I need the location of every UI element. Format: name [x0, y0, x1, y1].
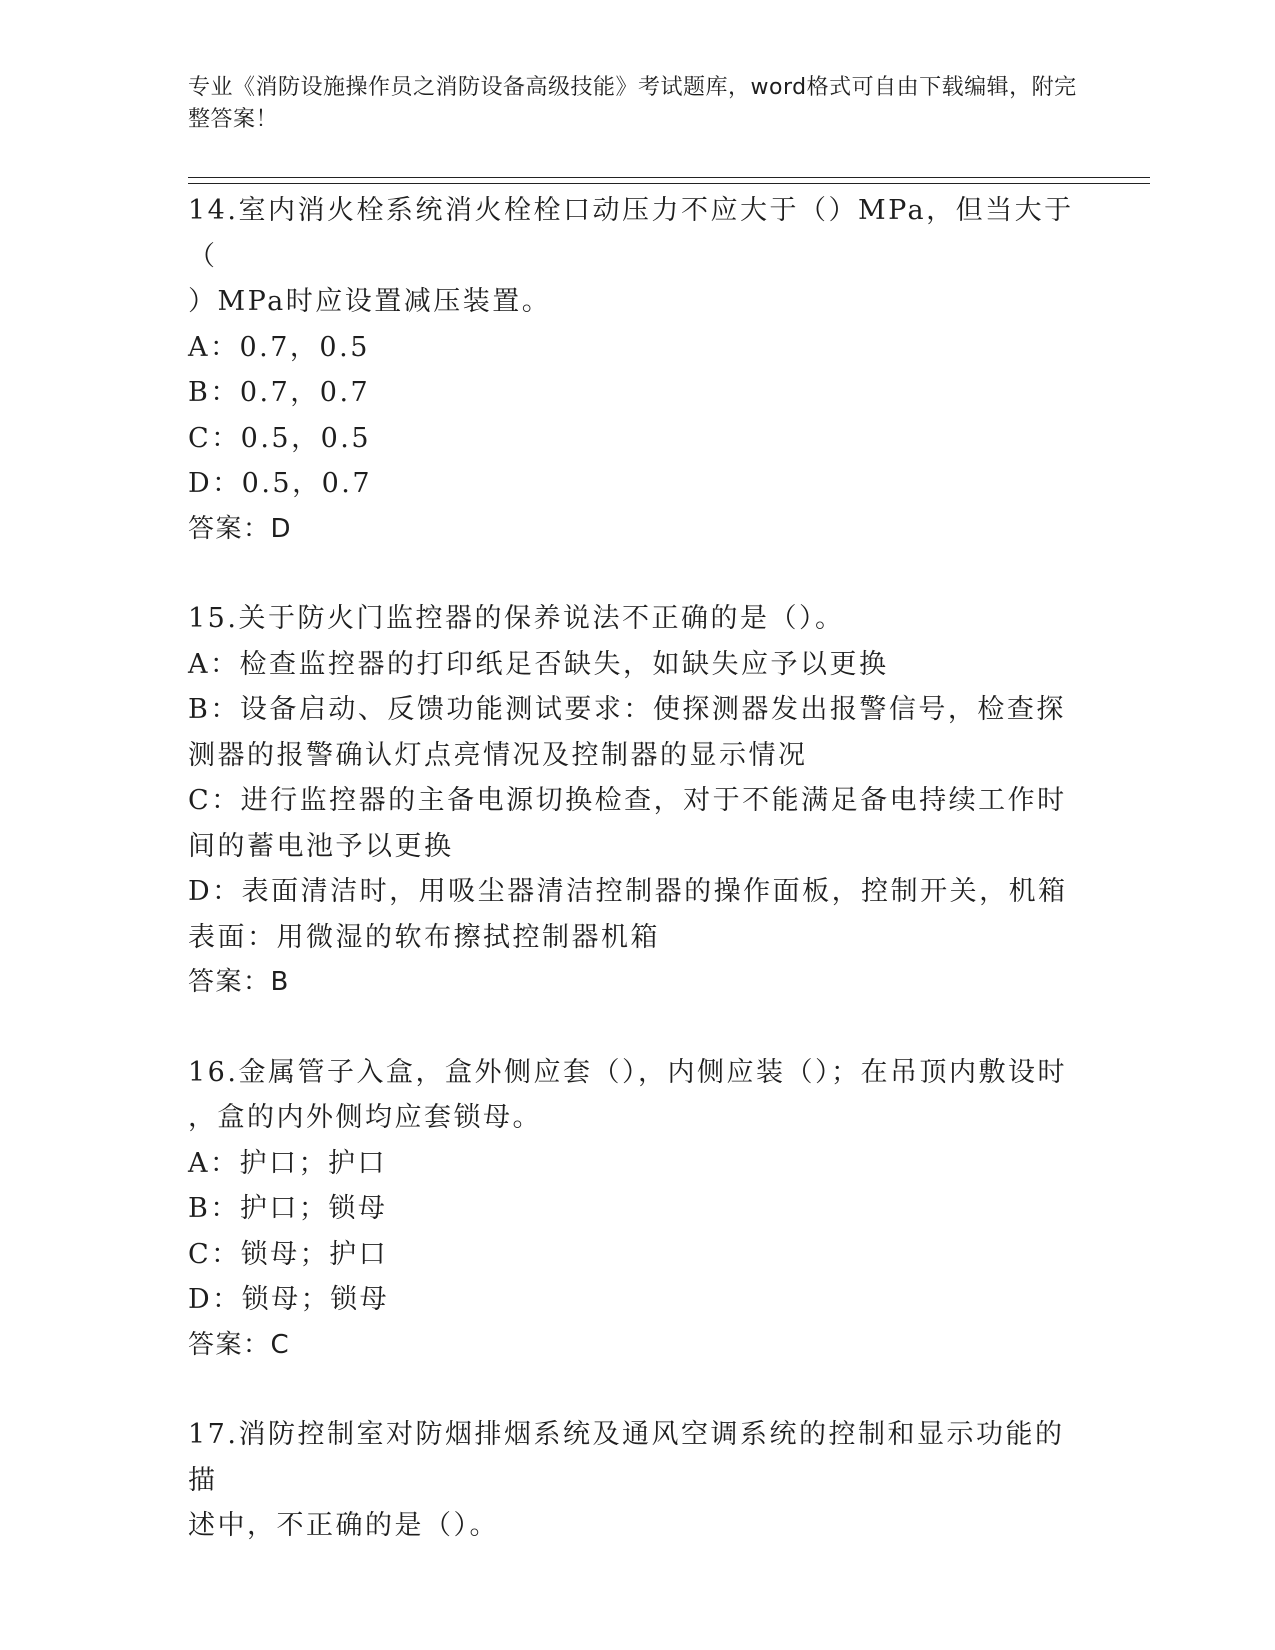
question-17 [188, 1412, 1078, 1549]
question-stem-line: ）MPa时应设置减压装置。 [188, 286, 552, 317]
question-stem-line: ，盒的内外侧均应套锁母。 [188, 1102, 542, 1133]
question-stem-line: 述中，不正确的是（）。 [188, 1510, 499, 1541]
question-stem-line: 16.金属管子入盒，盒外侧应套（），内侧应装（）；在吊顶内敷设时 [188, 1056, 1067, 1088]
option-c: C：锁母；护口 [188, 1238, 389, 1270]
answer-line: 答案：D [188, 513, 293, 544]
option-d: D：表面清洁时，用吸尘器清洁控制器的操作面板，控制开关，机箱表面：用微湿的软布擦拭控制器机箱 [188, 876, 1068, 953]
question-14 [188, 188, 1078, 552]
header-rule-bottom [188, 183, 1150, 184]
option-c: C：0.5，0.5 [188, 422, 372, 454]
question-stem-line: 14.室内消火栓系统消火栓栓口动压力不应大于（）MPa，但当大于（ [188, 195, 1074, 272]
question-list [188, 188, 1078, 1549]
answer-line: 答案：B [188, 967, 290, 997]
answer-line: 答案：C [188, 1329, 291, 1360]
option-a: A：0.7，0.5 [188, 331, 370, 363]
page-header-text: 专业《消防设施操作员之消防设备高级技能》考试题库，word格式可自由下载编辑，附完整答案！ [188, 75, 1077, 132]
option-b: B：0.7，0.7 [188, 377, 371, 408]
option-d: D：0.5，0.7 [188, 468, 373, 499]
option-a: A：检查监控器的打印纸足否缺失，如缺失应予以更换 [188, 648, 889, 680]
option-b: B：设备启动、反馈功能测试要求：使探测器发出报警信号，检查探测器的报警确认灯点亮情况及控制器的显示情况 [188, 694, 1066, 771]
question-15 [188, 596, 1078, 1006]
question-stem-line: 15.关于防火门监控器的保养说法不正确的是（）。 [188, 603, 845, 634]
question-16 [188, 1050, 1078, 1369]
header-rule-top [188, 177, 1150, 178]
option-d: D：锁母；锁母 [188, 1284, 390, 1315]
option-b: B：护口；锁母 [188, 1193, 388, 1224]
option-a: A：护口；护口 [188, 1147, 387, 1179]
question-stem-line: 17.消防控制室对防烟排烟系统及通风空调系统的控制和显示功能的描 [188, 1419, 1065, 1496]
option-c: C：进行监控器的主备电源切换检查，对于不能满足备电持续工作时间的蓄电池予以更换 [188, 785, 1067, 862]
